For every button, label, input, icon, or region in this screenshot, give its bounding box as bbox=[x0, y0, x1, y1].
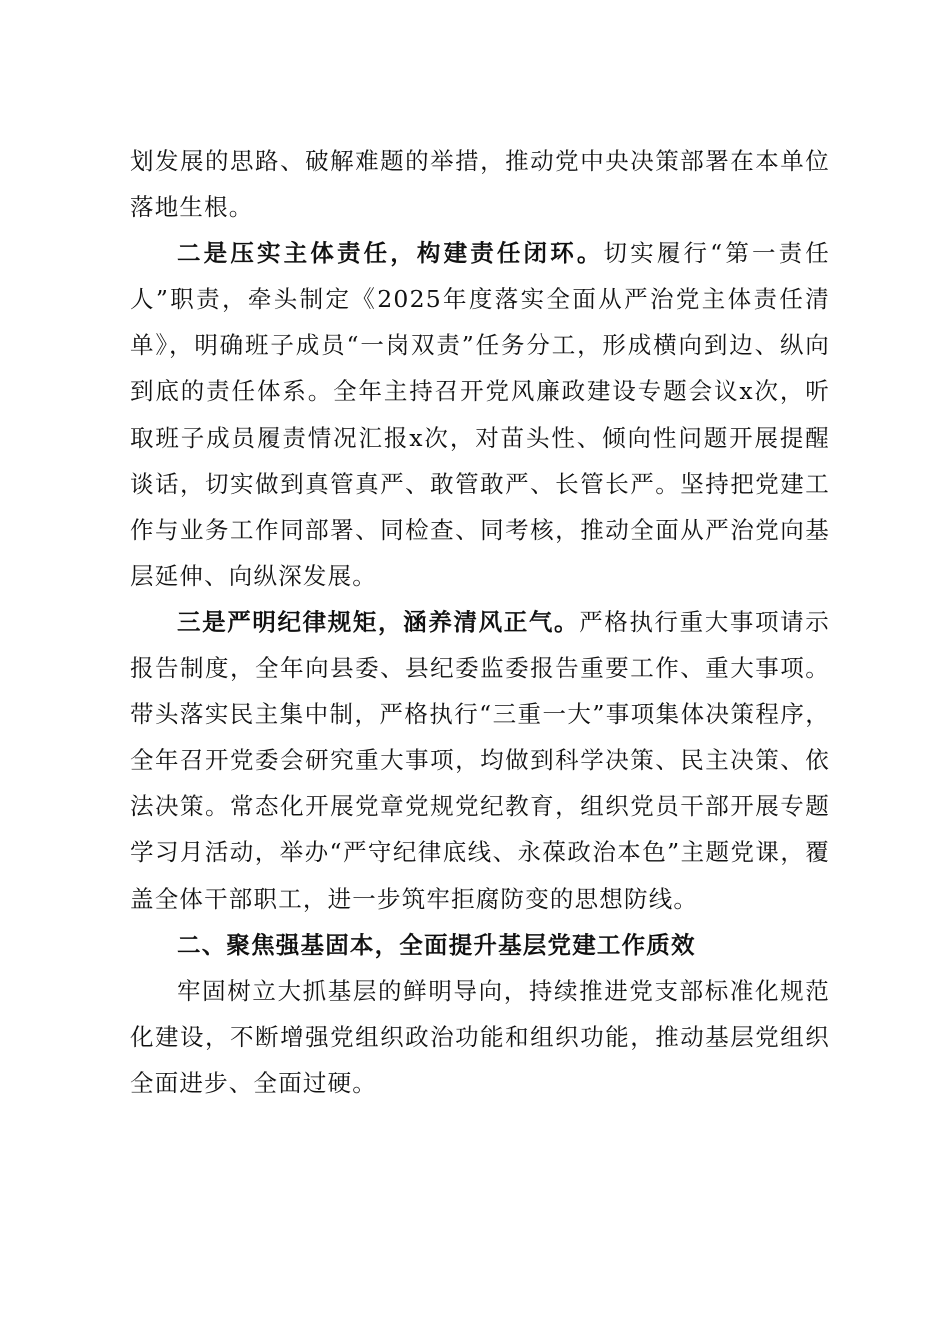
paragraph-lead: 三是严明纪律规矩，涵养清风正气。 bbox=[177, 607, 580, 636]
paragraph-text: 切实履行“第一责任人”职责，牵头制定《2025年度落实全面从严治党主体责任清单》，明确班子成员“一岗双责”任务分工，形成横向到边、纵向到底的责任体系。全年主持召开党风廉政建设专题会议x次，听取班子成员履责情况汇报x次，对苗头性、倾向性问题开展提醒谈话，切实做到真管真严、敢管敢严、长管长严。坚持把党建工作与业务工作同部署、同检查、同考核，推动全面从严治党向基层延伸、向纵深发展。 bbox=[130, 239, 830, 590]
paragraph-discipline bbox=[130, 599, 830, 922]
paragraph-text: 严格执行重大事项请示报告制度，全年向县委、县纪委监委报告重要工作、重大事项。带头落实民主集中制，严格执行“三重一大”事项集体决策程序，全年召开党委会研究重大事项，均做到科学决策、民主决策、依法决策。常态化开展党章党规党纪教育，组织党员干部开展专题学习月活动，举办“严守纪律底线、永葆政治本色”主题党课，覆盖全体干部职工，进一步筑牢拒腐防变的思想防线。 bbox=[130, 607, 830, 913]
paragraph-continuation bbox=[130, 138, 830, 230]
paragraph-grassroots bbox=[130, 968, 830, 1106]
document-body bbox=[130, 138, 830, 1106]
paragraph-lead: 二是压实主体责任，构建责任闭环。 bbox=[177, 239, 604, 268]
paragraph-text: 划发展的思路、破解难题的举措，推动党中央决策部署在本单位落地生根。 bbox=[130, 147, 830, 222]
paragraph-responsibility bbox=[130, 230, 830, 599]
section-heading: 二、聚焦强基固本，全面提升基层党建工作质效 bbox=[177, 930, 696, 959]
paragraph-text: 牢固树立大抓基层的鲜明导向，持续推进党支部标准化规范化建设，不断增强党组织政治功能和组织功能，推动基层党组织全面进步、全面过硬。 bbox=[130, 976, 830, 1097]
